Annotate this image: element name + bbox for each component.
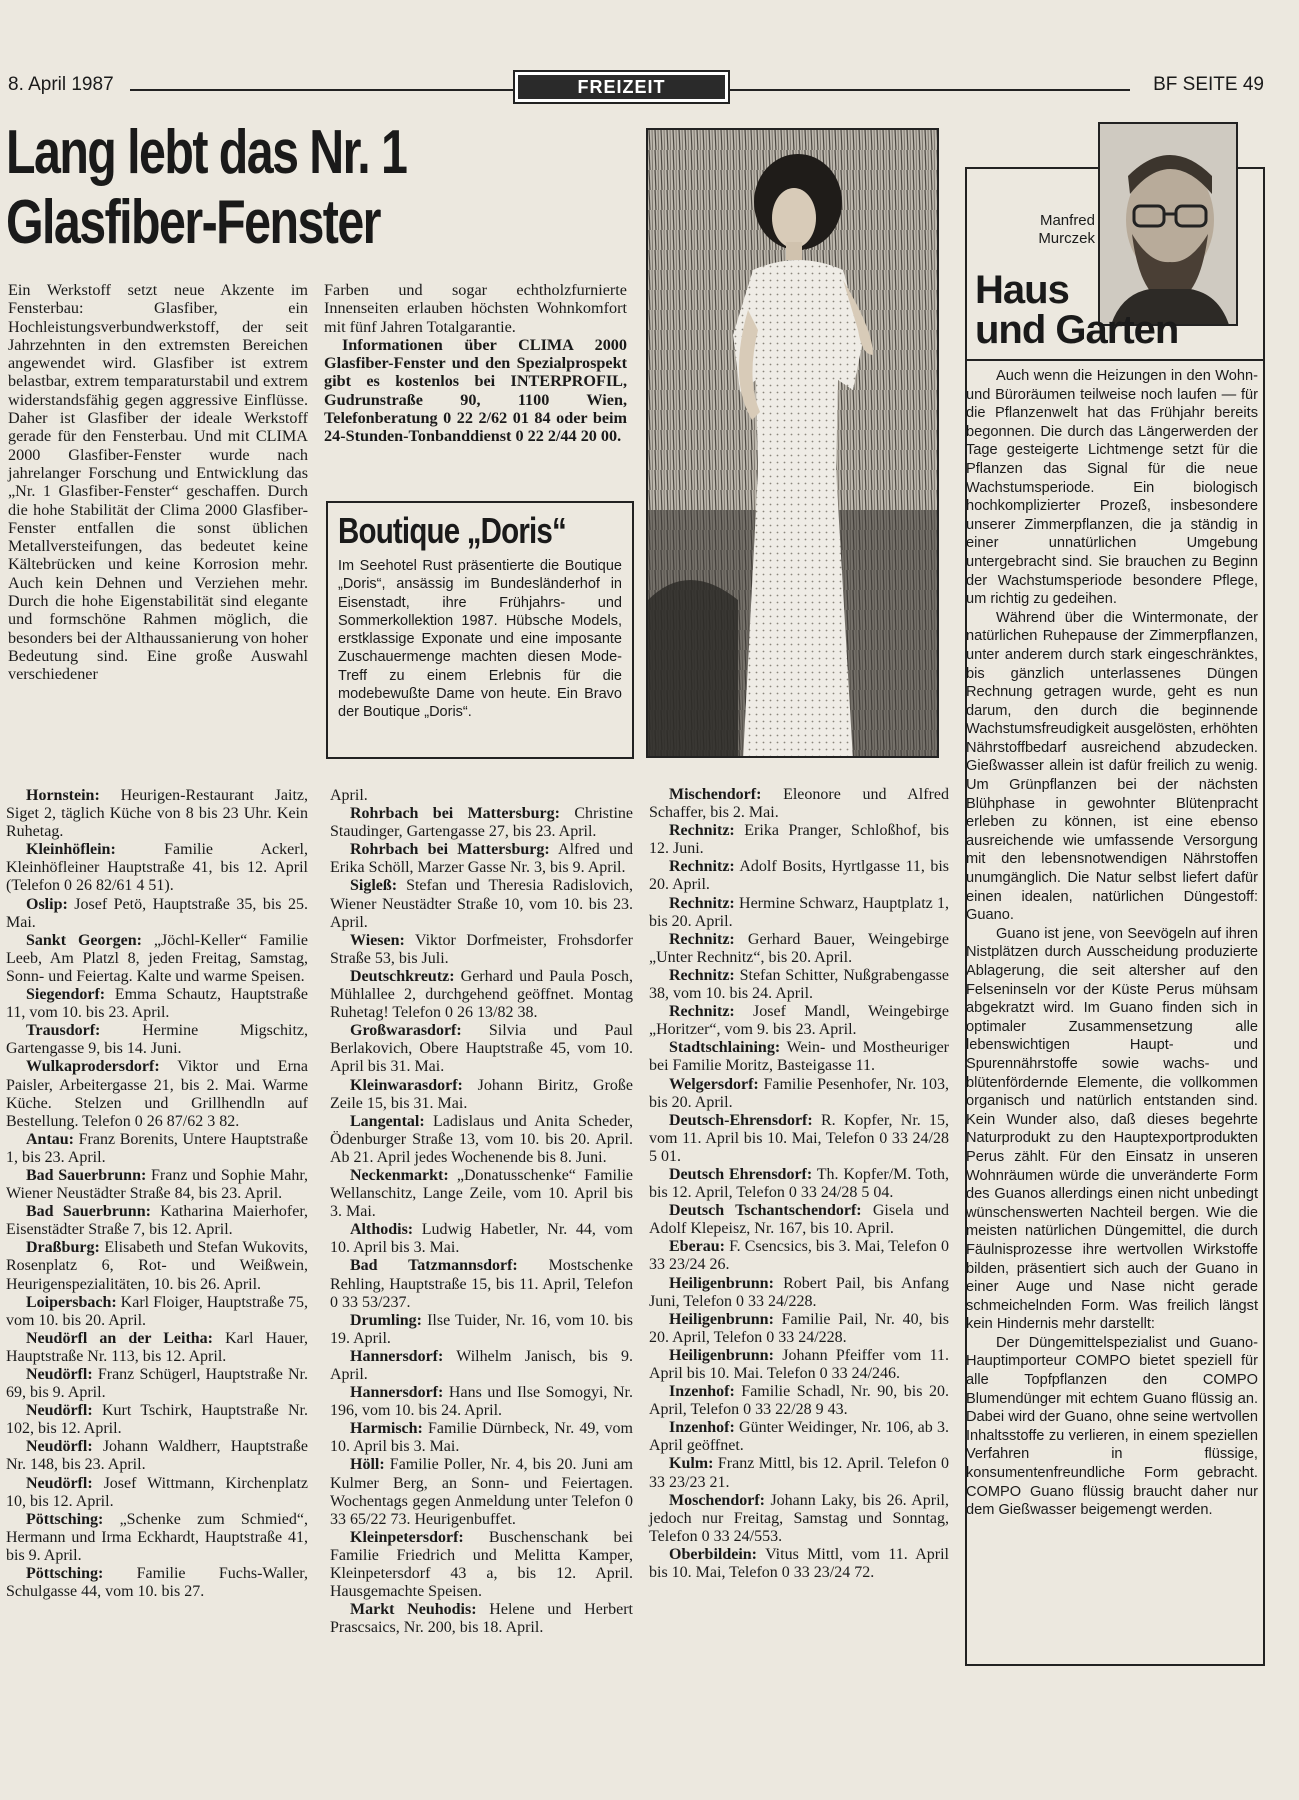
garden-paragraph: Auch wenn die Heizungen in den Wohn- und Büroräumen teilweise noch laufen — für die Pflanzenwelt hat das Frühjahr bereits begonnen. Die durch das Längerwerden der Tage gesteigerte Lichtmenge setzt für die Pflanzen das Signal für die neue Wachstumsperiode. Ein biologisch hochkomplizierter Prozeß, insbesondere unserer Zimmerpflanzen, die ja ständig in einer unnatürlichen Umgebung untergebracht sind. Sie brauchen zu Beginn der Wachstumsperiode besondere Pflege, um richtig zu gedeihen. xyxy=(966,368,1258,608)
lead-article-col-1: Ein Werkstoff setzt neue Akzente im Fensterbau: Glasfiber, ein Hochleistungsverbundwerkstoff, der seit Jahrzehnten in den extremsten Bereichen angewendet wird. Glasfiber ist extrem belastbar, extrem temparaturstabil und extrem widerstandsfähig gegen aggressive Einflüsse. Daher ist Glasfiber der ideale Werkstoff gerade für den Fensterbau. Und mit CLIMA 2000 Glasfiber-Fenster wurde nach jahrelanger Forschung und Entwicklung das „Nr. 1 Glasfiber-Fenster“ geschaffen. Durch die hohe Stabilität der Clima 2000 Glasfiber-Fenster entfallen die sonst üblichen Metallversteifungen, das bedeutet keine Kältebrücken und keine Korrosion mehr. Auch kein Dehnen und Verziehen mehr. Durch die hohe Eigenstabilität sind elegante und formschöne Rahmen möglich, die besonders bei der Althaussanierung von hoher Bedeutung sind. Eine große Auswahl verschiedener xyxy=(8,281,308,684)
listing-place: Heiligenbrunn: xyxy=(669,1274,774,1292)
lead-article-col-2 xyxy=(324,281,627,446)
listing-place: Rohrbach bei Mattersburg: xyxy=(350,805,560,823)
listing-details: Johann Laky, bis 26. April, jedoch nur Freitag, Samstag und Sonntag, Telefon 0 33 24/553. xyxy=(649,1491,949,1545)
listing-entry xyxy=(6,932,308,986)
listing-details: Erika Pranger, Schloßhof, bis 12. Juni. xyxy=(649,822,949,858)
listing-details: Viktor Dorfmeister, Frohsdorfer Straße 53, bis Juli. xyxy=(330,931,633,967)
listing-entry xyxy=(649,786,949,822)
listing-place: Oberbildein: xyxy=(669,1545,758,1563)
listing-entry xyxy=(6,1402,308,1438)
listing-details: Hermine Migschitz, Gartengasse 9, bis 14. Juni. xyxy=(6,1022,308,1058)
listing-place: Inzenhof: xyxy=(669,1383,735,1401)
listing-place: Heiligenbrunn: xyxy=(669,1310,774,1328)
boutique-body: Im Seehotel Rust präsentierte die Boutique „Doris“, ansässig im Bundesländerhof in Eisenstadt, ihre Frühjahrs- und Sommerkollektion 1987. Hübsche Models, erstklassige Exponate und eine imposante Zuschauermenge machten diesen Mode-Treff zu einem Erlebnis für die modebewußte Dame von heute. Ein Bravo der Boutique „Doris“. xyxy=(338,558,622,721)
garden-title xyxy=(975,270,1178,350)
listing-place: Bad Sauerbrunn: xyxy=(26,1166,147,1184)
listing-details: Franz und Sophie Mahr, Wiener Neustädter Straße 84, bis 23. April. xyxy=(6,1166,308,1203)
listing-details: Johann Biritz, Große Zeile 15, bis 31. Mai. xyxy=(330,1076,633,1112)
listing-entry xyxy=(649,1238,949,1274)
listing-entry xyxy=(649,1347,949,1383)
listing-entry xyxy=(330,1221,633,1257)
listing-details: Ilse Tuider, Nr. 16, vom 10. bis 19. April. xyxy=(330,1311,633,1347)
listing-place: Rechnitz: xyxy=(669,894,735,912)
headline-line-1: Lang lebt das Nr. 1 xyxy=(6,118,407,187)
listing-place: Rohrbach bei Mattersburg: xyxy=(350,841,550,859)
listing-place: Siegendorf: xyxy=(26,986,106,1004)
listing-entry xyxy=(649,1311,949,1347)
listing-place: Welgersdorf: xyxy=(669,1075,759,1093)
listing-place: Deutsch Tschantschendorf: xyxy=(669,1202,862,1220)
listing-continuation: April. xyxy=(330,787,368,804)
listing-place: Drumling: xyxy=(350,1311,422,1329)
listing-place: Neudörfl: xyxy=(26,1366,93,1383)
listing-place: Hannersdorf: xyxy=(350,1347,444,1365)
listing-entry xyxy=(6,1022,308,1058)
listing-place: Harmisch: xyxy=(350,1420,423,1438)
listing-details: Alfred und Erika Schöll, Marzer Gasse Nr. 3, bis 9. April. xyxy=(330,841,633,877)
listing-place: Deutschkreutz: xyxy=(350,967,455,985)
listing-place: Rechnitz: xyxy=(669,1003,735,1021)
listing-place: Neudörfl: xyxy=(26,1438,93,1456)
listing-details: Robert Pail, bis Anfang Juni, Telefon 0 33 24/228. xyxy=(649,1274,949,1310)
listing-entry xyxy=(6,896,308,932)
listing-details: Buschenschank bei Familie Friedrich und Melitta Kamper, Kleinpetersdorf 43 a, bis 12. April. Hausgemachte Speisen. xyxy=(330,1528,633,1601)
listing-entry xyxy=(330,805,633,841)
listing-details: „Schenke zum Schmied“, Hermann und Irma Eckhardt, Hauptstraße 41, bis 9. April. xyxy=(6,1510,308,1564)
listing-entry xyxy=(6,1330,308,1366)
listing-entry xyxy=(6,1294,308,1330)
listing-details: Josef Petö, Hauptstraße 35, bis 25. Mai. xyxy=(6,895,308,931)
listing-place: Eberau: xyxy=(669,1238,725,1256)
listing-details: Silvia und Paul Berlakovich, Obere Hauptstraße 45, vom 10. April bis 31. Mai. xyxy=(330,1022,633,1076)
listing-place: Wiesen: xyxy=(350,931,405,949)
listing-place: Kleinpetersdorf: xyxy=(350,1528,464,1546)
listing-entry xyxy=(6,787,308,841)
listing-details: Elisabeth und Stefan Wukovits, Rosenplatz 6, Rot- und Weißwein, Heurigenspezialitäten, 10. bis 26. April. xyxy=(6,1239,308,1293)
listing-details: „Jöchl-Keller“ Familie Leeb, Am Platzl 8, jeden Freitag, Samstag, Sonn- und Feiertag. Kalte und warme Speisen. xyxy=(6,931,309,985)
listing-details: Emma Schautz, Hauptstraße 11, vom 10. bis 23. April. xyxy=(6,986,308,1022)
listing-details: Stefan und Theresia Radislovich, Wiener Neustädter Straße 10, vom 10. bis 23. April. xyxy=(330,877,633,931)
listing-details: Vitus Mittl, vom 11. April bis 10. Mai, Telefon 0 33 23/24 72. xyxy=(649,1545,949,1582)
listing-entry xyxy=(649,1166,949,1202)
listing-place: Hannersdorf: xyxy=(350,1384,444,1402)
listing-details: Wein- und Mostheuriger bei Familie Moritz, Basteigasse 11. xyxy=(649,1039,949,1075)
listing-place: Neckenmarkt: xyxy=(350,1166,449,1184)
listing-place: Pöttsching: xyxy=(26,1510,104,1528)
page-number: BF SEITE 49 xyxy=(1147,74,1264,96)
listing-entry xyxy=(6,841,308,895)
listing-entry xyxy=(6,1565,308,1601)
listing-entry xyxy=(330,1113,633,1167)
listing-entry xyxy=(330,1257,633,1311)
author-last-name: Murczek xyxy=(1038,230,1095,247)
fashion-model-photo xyxy=(646,128,939,758)
listing-entry xyxy=(649,895,949,931)
listing-entry xyxy=(6,1366,308,1402)
listing-entry xyxy=(649,1003,949,1039)
listing-entry xyxy=(330,1384,633,1420)
listing-details: Johann Pfeiffer vom 11. April bis 10. Mai. Telefon 0 33 24/246. xyxy=(649,1346,949,1382)
listing-details: R. Kopfer, Nr. 15, vom 11. April bis 10. Mai, Telefon 0 33 24/28 5 01. xyxy=(649,1111,949,1165)
listing-place: Rechnitz: xyxy=(669,822,735,840)
listing-place: Hornstein: xyxy=(26,787,100,804)
listing-details: Franz Schügerl, Hauptstraße Nr. 69, bis 9. April. xyxy=(6,1366,308,1402)
listing-entry xyxy=(649,1455,949,1491)
listing-details: Familie Fuchs-Waller, Schulgasse 44, vom 10. bis 27. xyxy=(6,1565,308,1601)
listing-place: Stadtschlaining: xyxy=(669,1039,781,1057)
listing-place: Höll: xyxy=(350,1456,385,1474)
listing-details: Hans und Ilse Somogyi, Nr. 196, vom 10. bis 24. April. xyxy=(330,1384,633,1420)
listing-place: Langental: xyxy=(350,1112,425,1130)
listing-entry xyxy=(649,1383,949,1419)
listing-details: Mostschenke Rehling, Hauptstraße 15, bis 11. April, Telefon 0 33 53/237. xyxy=(330,1257,633,1311)
listing-details: Katharina Maierhofer, Eisenstädter Straße 7, bis 12. April. xyxy=(6,1203,309,1239)
listing-place: Wulkaprodersdorf: xyxy=(26,1058,160,1076)
listing-details: Eleonore und Alfred Schaffer, bis 2. Mai. xyxy=(649,786,949,822)
listing-place: Rechnitz: xyxy=(669,858,735,876)
section-label xyxy=(513,70,730,104)
garden-paragraph: Guano ist jene, von Seevögeln auf ihren Nistplätzen durch Ausscheidung produzierte Ablagerung, die seit altersher auf den Felseninseln vor der Küste Perus mühsam abgekratzt wird. Im Guano finden sich in optimaler Zusammensetzung alle lebenswichtigen Haupt- und Spurennährstoffe sowie wachs- und blütenfördernde Elemente, die vollkommen organisch und natürlich entstanden sind. Kein Wunder also, daß dieses begehrte Naturprodukt zu den Hauptexportprodukten Perus zählt. Für den Einsatz in unseren Wohnräumen würde die unveränderte Form des Guanos allerdings einen nicht unbedingt wünschenswerten Nachteil bergen. Wie die meisten natürlichen Düngemittel, die durch Fäulnisprozesse ihre wertvollen Wirkstoffe bilden, präsentiert sich auch der Guano in einer Auge und Nase nicht gerade schmeichelnden Form. Was freilich längst kein Hindernis mehr darstellt: xyxy=(966,925,1258,1333)
listing-entry xyxy=(330,1312,633,1348)
listing-place: Neudörfl: xyxy=(26,1402,93,1420)
listing-details: Wilhelm Janisch, bis 9. April. xyxy=(330,1347,633,1383)
listing-entry xyxy=(649,822,949,858)
listing-place: Deutsch Ehrensdorf: xyxy=(669,1165,813,1183)
listing-details: Karl Hauer, Hauptstraße Nr. 113, bis 12. April. xyxy=(6,1329,308,1365)
listing-details: Ladislaus und Anita Scheder, Ödenburger Straße 13, vom 10. bis 20. April. Ab 21. April jedes Wochenende bis 8. Juni. xyxy=(330,1112,633,1166)
boutique-title: Boutique „Doris“ xyxy=(338,510,566,551)
listing-entry xyxy=(330,1167,633,1221)
listing-details: Karl Floiger, Hauptstraße 75, vom 10. bis 20. April. xyxy=(6,1293,308,1329)
listing-place: Neudörfl: xyxy=(26,1474,93,1492)
listing-place: Oslip: xyxy=(26,895,68,913)
listing-place: Mischendorf: xyxy=(669,786,762,803)
listing-entry xyxy=(330,1077,633,1113)
section-label-text: FREIZEIT xyxy=(518,75,725,99)
listing-entry xyxy=(330,932,633,968)
listing-entry xyxy=(330,968,633,1022)
listing-place: Markt Neuhodis: xyxy=(350,1601,477,1619)
listing-column-2 xyxy=(330,787,633,1637)
listing-details: Gisela und Adolf Klepeisz, Nr. 167, bis 10. April. xyxy=(649,1202,950,1238)
author-first-name: Manfred xyxy=(1039,212,1095,229)
listing-details: Hermine Schwarz, Hauptplatz 1, bis 20. April. xyxy=(649,894,949,930)
listing-place: Bad Sauerbrunn: xyxy=(26,1203,151,1221)
listing-entry xyxy=(6,1058,308,1130)
listing-entry xyxy=(330,877,633,931)
listing-details: Familie Pesenhofer, Nr. 103, bis 20. April. xyxy=(649,1075,949,1111)
listing-place: Kulm: xyxy=(669,1455,714,1473)
listing-entry xyxy=(330,1022,633,1076)
listing-details: Familie Schadl, Nr. 90, bis 20. April, Telefon 0 33 22/28 9 43. xyxy=(649,1383,949,1419)
headline xyxy=(6,118,505,258)
listing-details: Gerhard Bauer, Weingebirge „Unter Rechnitz“, bis 20. April. xyxy=(649,930,949,966)
listing-place: Rechnitz: xyxy=(669,966,735,984)
listing-details: Helene und Herbert Prascsaics, Nr. 200, bis 18. April. xyxy=(330,1601,633,1637)
listing-entry xyxy=(649,858,949,894)
listing-place: Kleinhöflein: xyxy=(26,841,116,859)
listing-entry xyxy=(649,1112,949,1166)
listing-place: Draßburg: xyxy=(26,1239,100,1257)
listing-entry xyxy=(6,1438,308,1474)
garden-title-line-2: und Garten xyxy=(975,308,1179,352)
listing-entry xyxy=(649,1202,949,1238)
listing-column-1 xyxy=(6,787,308,1601)
fashion-model-illustration xyxy=(648,130,939,758)
listing-details: „Donatusschenke“ Familie Wellanschitz, Lange Zeile, vom 10. April bis 3. Mai. xyxy=(330,1166,633,1221)
listing-details: Viktor und Erna Paisler, Arbeitergasse 21, bis 2. Mai. Warme Küche. Stelzen und Grillhendln auf Bestellung. Telefon 0 26 87/62 3 82. xyxy=(6,1058,308,1130)
listing-details: Christine Staudinger, Gartengasse 27, bis 23. April. xyxy=(330,805,634,841)
garden-paragraph: Der Düngemittelspezialist und Guano-Hauptimporteur COMPO bietet speziell für alle Topfpflanzen den COMPO Blumendünger mit echtem Guano flüssig an. Dabei wird der Guano, ohne seine wertvollen Inhaltsstoffe zu verlieren, in einem speziellen Verfahren in flüssige, konsumentenfreundliche Form gebracht. COMPO Guano flüssig braucht daher nur dem Gießwasser beigemengt werden. xyxy=(966,1334,1258,1519)
listing-entry xyxy=(649,931,949,967)
listing-place: Pöttsching: xyxy=(26,1565,104,1583)
listing-place: Antau: xyxy=(26,1130,75,1148)
listing-details: Stefan Schitter, Nußgrabengasse 38, vom 10. bis 24. April. xyxy=(649,966,949,1003)
listing-details: Familie Pail, Nr. 40, bis 20. April, Telefon 0 33 24/228. xyxy=(649,1310,949,1346)
lead-article-info: Informationen über CLIMA 2000 Glasfiber-Fenster und den Spezialprospekt gibt es kostenlos bei INTERPROFIL, Gudrunstraße 90, 1100 Wien, Telefonberatung 0 22 2/62 01 84 oder beim 24-Stunden-Tonbanddienst 0 22 2/44 20 00. xyxy=(324,335,627,446)
listing-details: Heurigen-Restaurant Jaitz, Siget 2, täglich Küche von 8 bis 23 Uhr. Kein Ruhetag. xyxy=(6,787,308,841)
listing-entry xyxy=(649,1076,949,1112)
listing-column-3 xyxy=(649,786,949,1582)
listing-details: Günter Weidinger, Nr. 106, ab 3. April geöffnet. xyxy=(649,1419,949,1455)
listing-place: Sigleß: xyxy=(350,877,398,895)
listing-place: Neudörfl an der Leitha: xyxy=(26,1329,213,1347)
listing-details: Josef Wittmann, Kirchenplatz 10, bis 12. April. xyxy=(6,1474,308,1510)
listing-entry xyxy=(649,1546,949,1582)
listing-entry xyxy=(6,1203,308,1239)
garden-title-line-1: Haus xyxy=(975,268,1069,312)
listing-details: Franz Mittl, bis 12. April. Telefon 0 33 23/23 21. xyxy=(649,1455,949,1491)
listing-place: Althodis: xyxy=(350,1221,414,1239)
listing-entry xyxy=(649,1275,949,1311)
listing-place: Kleinwarasdorf: xyxy=(350,1076,463,1094)
listing-place: Trausdorf: xyxy=(26,1022,101,1040)
listing-details: Familie Poller, Nr. 4, bis 20. Juni am Kulmer Berg, an Sonn- und Feiertagen. Wochentags gegen Anmeldung unter Telefon 0 33 65/22 73. Heurigenbuffet. xyxy=(330,1456,633,1528)
listing-entry xyxy=(6,1475,308,1511)
issue-date: 8. April 1987 xyxy=(8,74,120,96)
listing-details: Kurt Tschirk, Hauptstraße Nr. 102, bis 12. April. xyxy=(6,1402,308,1438)
listing-entry xyxy=(330,1529,633,1601)
listing-entry xyxy=(6,1239,308,1293)
listing-entry xyxy=(330,1601,633,1637)
listing-details: Adolf Bosits, Hyrtlgasse 11, bis 20. April. xyxy=(649,858,949,894)
listing-details: Familie Ackerl, Kleinhöfleiner Hauptstraße 41, bis 12. April (Telefon 0 26 82/61 4 51). xyxy=(6,841,308,895)
listing-entry xyxy=(649,1419,949,1455)
listing-details: Ludwig Habetler, Nr. 44, vom 10. April bis 3. Mai. xyxy=(330,1221,633,1257)
listing-entry xyxy=(330,1420,633,1456)
listing-place: Loipersbach: xyxy=(26,1293,117,1311)
listing-entry xyxy=(330,1456,633,1528)
listing-entry xyxy=(6,1131,308,1167)
listing-details: Franz Borenits, Untere Hauptstraße 1, bis 23. April. xyxy=(6,1130,308,1166)
garden-article-body xyxy=(966,367,1258,1520)
lead-article-text: Farben und sogar echtholzfurnierte Innenseiten erlauben höchsten Wohnkomfort mit fünf Jahren Totalgarantie. xyxy=(324,281,627,336)
author-name xyxy=(980,212,1095,248)
listing-place: Deutsch-Ehrensdorf: xyxy=(669,1111,813,1129)
listing-details: Familie Dürnbeck, Nr. 49, vom 10. April bis 3. Mai. xyxy=(330,1420,633,1456)
listing-entry xyxy=(6,1167,308,1203)
listing-entry xyxy=(330,841,633,877)
listing-details: Josef Mandl, Weingebirge „Horitzer“, vom 9. bis 23. April. xyxy=(649,1003,949,1039)
listing-entry xyxy=(6,986,308,1022)
listing-entry xyxy=(649,1492,949,1546)
listing-place: Bad Tatzmannsdorf: xyxy=(350,1257,518,1275)
listing-entry xyxy=(6,1511,308,1565)
listing-entry xyxy=(330,1348,633,1384)
listing-entry xyxy=(649,1039,949,1075)
listing-entry xyxy=(649,967,949,1003)
headline-line-2: Glasfiber-Fenster xyxy=(6,188,380,257)
listing-place: Inzenhof: xyxy=(669,1419,735,1437)
listing-place: Rechnitz: xyxy=(669,930,735,948)
listing-details: Johann Waldherr, Hauptstraße Nr. 148, bis 23. April. xyxy=(6,1438,308,1474)
listing-place: Heiligenbrunn: xyxy=(669,1346,774,1364)
listing-place: Moschendorf: xyxy=(669,1491,765,1509)
listing-place: Großwarasdorf: xyxy=(350,1022,462,1040)
listing-details: F. Csencsics, bis 3. Mai, Telefon 0 33 23/24 26. xyxy=(649,1238,949,1274)
listing-details: Gerhard und Paula Posch, Mühlallee 2, durchgehend geöffnet. Montag Ruhetag! Telefon 0 26 13/82 38. xyxy=(330,967,633,1022)
boutique-article xyxy=(326,501,634,759)
garden-paragraph: Während über die Wintermonate, der natürlichen Ruhepause der Zimmerpflanzen, unter anderem durch stark eingeschränktes, bis gänzlich unterlassenes Düngen Rechnung getragen wurde, geht es nun darum, den durch die beginnende Wachstumsfreudigkeit ausgelösten, erhöhten Nährstoffbedarf ausreichend abzudecken. Gießwasser allein ist dafür freilich zu wenig. Um Grünpflanzen bei der nächsten Blühphase in gewohnter Blütenpracht erleben zu können, ist eine ebenso ausreichende wie umfassende Versorgung mit den lebensnotwendigen Nährstoffen unumgänglich. Die Natur selbst liefert dafür einen idealen, natürlichen Düngestoff: Guano. xyxy=(966,609,1258,924)
listing-place: Sankt Georgen: xyxy=(26,931,142,949)
listing-details: Th. Kopfer/M. Toth, bis 12. April, Telefon 0 33 24/28 5 04. xyxy=(649,1165,950,1202)
